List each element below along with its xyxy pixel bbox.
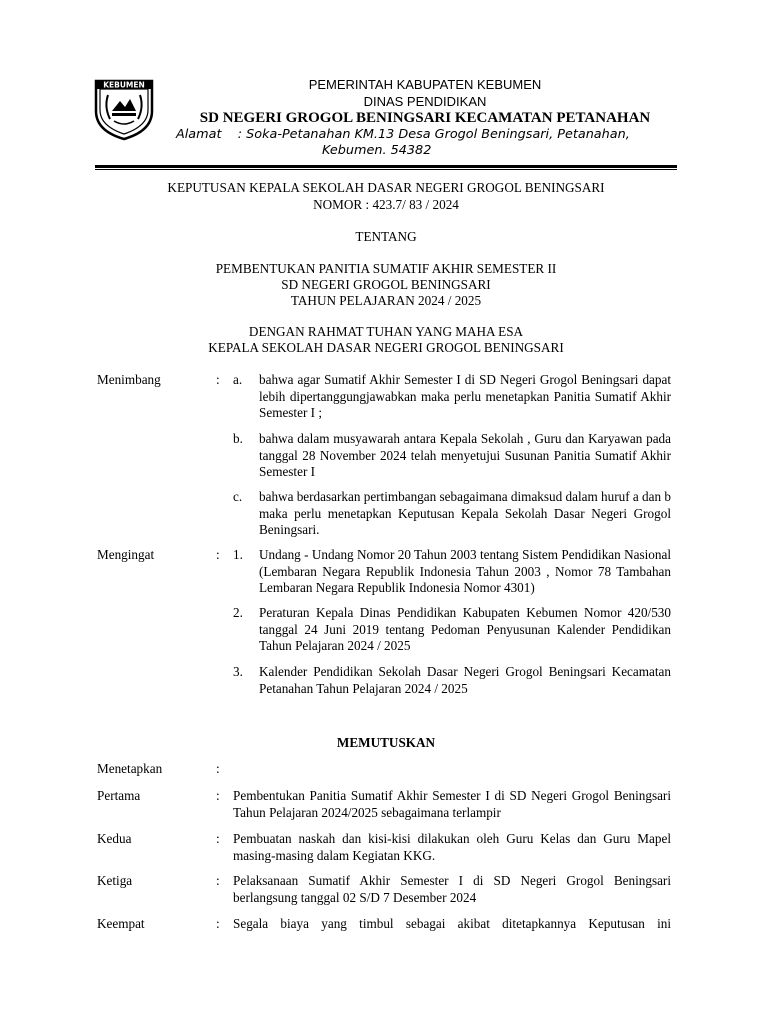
invocation-line-1: DENGAN RAHMAT TUHAN YANG MAHA ESA: [248, 324, 524, 339]
address-label: Alamat: [176, 127, 222, 142]
menimbang-colon: :: [216, 372, 220, 387]
subject-line-1: PEMBENTUKAN PANITIA SUMATIF AKHIR SEMESTER II: [215, 261, 557, 276]
subject-line-2: SD NEGERI GROGOL BENINGSARI: [281, 277, 491, 292]
kebumen-logo-icon: [92, 77, 156, 141]
invocation-line-2: KEPALA SEKOLAH DASAR NEGERI GROGOL BENINGSARI: [208, 340, 564, 355]
decree-title: KEPUTUSAN KEPALA SEKOLAH DASAR NEGERI GROGOL BENINGSARI: [167, 180, 605, 195]
header-school-name: SD NEGERI GROGOL BENINGSARI KECAMATAN PETANAHAN: [199, 110, 651, 126]
menimbang-item-a: bahwa agar Sumatif Akhir Semester I di SD Negeri Grogol Beningsari dapat lebih dipertanggungjawabkan maka perlu menetapkan Panitia Sumatif Akhir Semester I ;: [259, 372, 671, 420]
keempat-colon: :: [216, 916, 220, 931]
header-address-city: Kebumen. 54382: [322, 143, 432, 158]
menimbang-marker-a: a.: [233, 372, 243, 387]
pertama-text: Pembentukan Panitia Sumatif Akhir Semester I di SD Negeri Grogol Beningsari Tahun Pelajaran 2024/2025 sebagaimana terlampir: [233, 788, 671, 820]
memutuskan-heading: MEMUTUSKAN: [336, 735, 436, 750]
keempat-text: Segala biaya yang timbul sebagai akibat ditetapkannya Keputusan ini: [233, 916, 671, 931]
mengingat-label: Mengingat: [97, 547, 155, 562]
mengingat-marker-2: 2.: [233, 605, 243, 620]
header-department: DINAS PENDIDIKAN: [363, 94, 487, 109]
menimbang-item-c: bahwa berdasarkan pertimbangan sebagaimana dimaksud dalam huruf a dan b maka perlu menetapkan Keputusan Kepala Sekolah Dasar Negeri Grogol Beningsari.: [259, 489, 671, 537]
menimbang-label: Menimbang: [97, 372, 161, 387]
menimbang-item-b: bahwa dalam musyawarah antara Kepala Sekolah , Guru dan Karyawan pada tanggal 28 November 2024 telah menyetujui Susunan Panitia Sumatif Akhir Semester I: [259, 431, 671, 479]
kedua-label: Kedua: [97, 831, 132, 846]
decree-number: NOMOR : 423.7/ 83 / 2024: [313, 197, 459, 212]
address-value: : Soka-Petanahan KM.13 Desa Grogol Beningsari, Petanahan,: [237, 127, 630, 142]
mengingat-item-1: Undang - Undang Nomor 20 Tahun 2003 tentang Sistem Pendidikan Nasional (Lembaran Negara Republik Indonesia Tahun 2003 , Nomor 78 Tambahan Lembaran Negara Republik Indonesia Nomor 4301): [259, 547, 671, 595]
logo-text: KEBUMEN: [103, 80, 145, 90]
subject-line-3: TAHUN PELAJARAN 2024 / 2025: [290, 293, 482, 308]
mengingat-item-2: Peraturan Kepala Dinas Pendidikan Kabupaten Kebumen Nomor 420/530 tanggal 24 Juni 2019 tentang Pedoman Penyusunan Kalender Pendidikan Tahun Pelajaran 2024 / 2025: [259, 605, 671, 653]
keempat-label: Keempat: [97, 916, 145, 931]
mengingat-marker-1: 1.: [233, 547, 243, 562]
pertama-label: Pertama: [97, 788, 141, 803]
header-divider-thin: [95, 169, 677, 170]
header-address: [176, 127, 686, 144]
mengingat-colon: :: [216, 547, 220, 562]
tentang-heading: TENTANG: [355, 229, 417, 244]
menetapkan-label: Menetapkan: [97, 761, 163, 776]
menimbang-marker-b: b.: [233, 431, 243, 446]
mengingat-marker-3: 3.: [233, 664, 243, 679]
header-divider-thick: [95, 165, 677, 168]
menimbang-marker-c: c.: [233, 489, 243, 504]
kedua-text: Pembuatan naskah dan kisi-kisi dilakukan oleh Guru Kelas dan Guru Mapel masing-masing dalam Kegiatan KKG.: [233, 831, 671, 863]
menetapkan-colon: :: [216, 761, 220, 776]
ketiga-colon: :: [216, 873, 220, 888]
mengingat-item-3: Kalender Pendidikan Sekolah Dasar Negeri Grogol Beningsari Kecamatan Petanahan Tahun Pelajaran 2024 / 2025: [259, 664, 671, 696]
header-government: PEMERINTAH KABUPATEN KEBUMEN: [308, 77, 542, 92]
kedua-colon: :: [216, 831, 220, 846]
pertama-colon: :: [216, 788, 220, 803]
ketiga-text: Pelaksanaan Sumatif Akhir Semester I di SD Negeri Grogol Beningsari berlangsung tanggal 02 S/D 7 Desember 2024: [233, 873, 671, 905]
ketiga-label: Ketiga: [97, 873, 133, 888]
